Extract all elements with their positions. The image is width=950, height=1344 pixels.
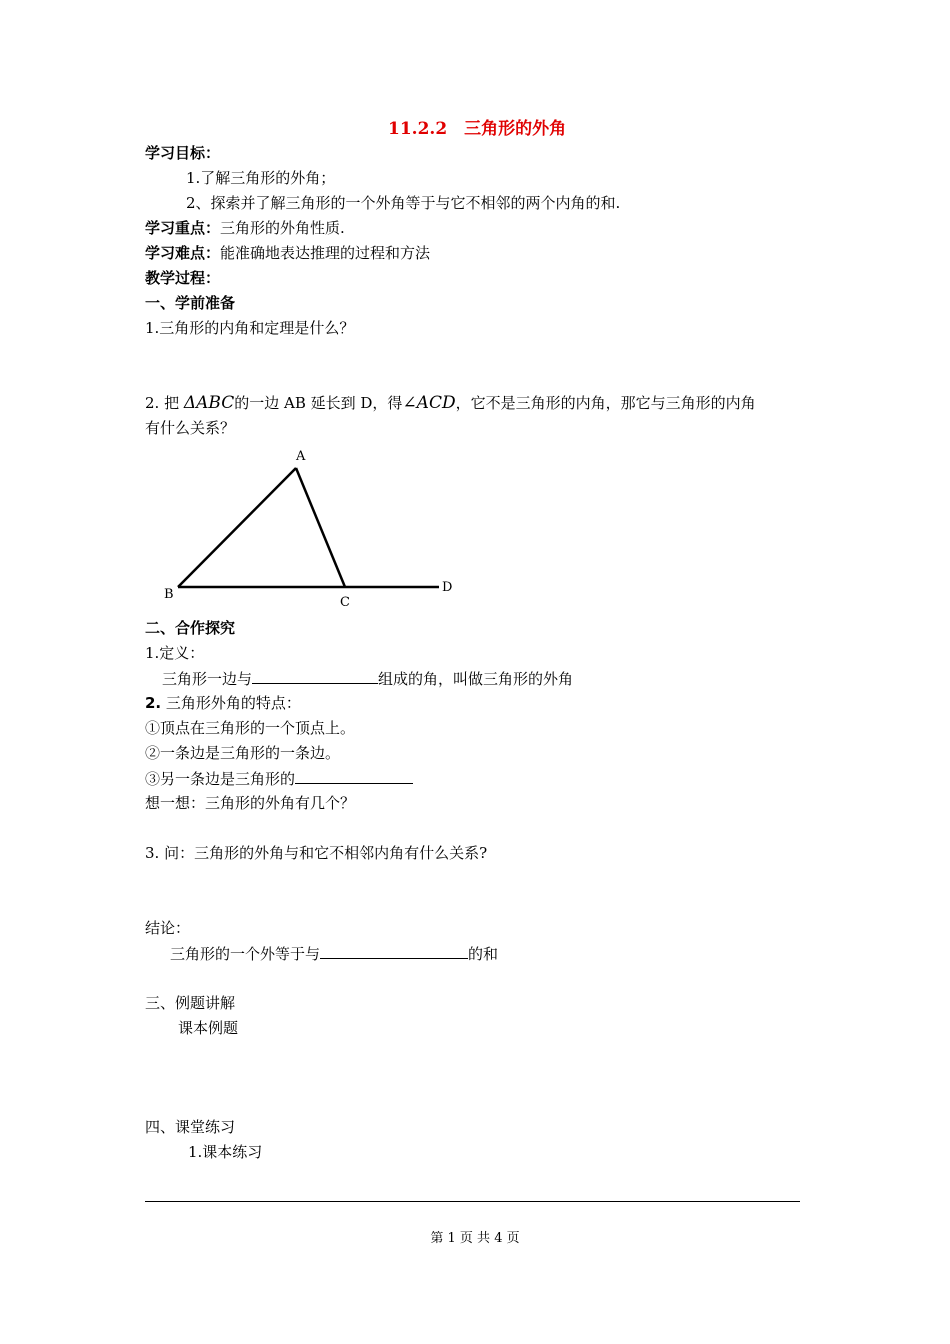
section1-q1: 1.三角形的内角和定理是什么？: [145, 319, 355, 337]
side-ac: [296, 468, 345, 587]
objective-item-2: 2、探索并了解三角形的一个外角等于与它不相邻的两个内角的和.: [186, 194, 621, 212]
section4-item: 1.课本练习: [188, 1143, 263, 1161]
objective-item-1: 1.了解三角形的外角；: [186, 169, 336, 187]
label-c: C: [340, 595, 350, 610]
section3-item: 课本例题: [178, 1019, 239, 1037]
page-number: 第 1 页 共 4 页: [430, 1231, 520, 1246]
feature-2: ②一条边是三角形的一条边。: [145, 744, 341, 762]
q2-math-angle: ∠ACD: [402, 393, 456, 413]
q2-prefix: 2. 把: [145, 394, 180, 412]
page-title: 11.2.2 三角形的外角: [388, 119, 567, 139]
conclusion-prefix: 三角形的一个外等于与: [170, 945, 321, 963]
definition-label: 1.定义：: [145, 644, 205, 662]
features-heading: [145, 693, 301, 713]
section4-heading: 四、课堂练习: [145, 1118, 236, 1136]
label-a: A: [296, 449, 306, 464]
feature-3: ③另一条边是三角形的: [145, 770, 296, 788]
section3-heading: 三、例题讲解: [145, 994, 236, 1012]
conclusion-line: [170, 943, 498, 964]
think-question: 想一想：三角形的外角有几个？: [145, 794, 356, 812]
triangle-figure: [140, 440, 480, 612]
conclusion-suffix: 的和: [468, 945, 499, 963]
feature-1: ①顶点在三角形的一个顶点上。: [145, 719, 356, 737]
difficulty-line: [145, 243, 430, 263]
features-text: 三角形外角的特点：: [165, 694, 301, 712]
section1-q2: [145, 393, 756, 413]
section1-heading: 一、学前准备: [145, 294, 236, 312]
side-ab: [178, 468, 296, 587]
key-point-line: [145, 218, 345, 238]
q2-math-triangle: ΔABC: [183, 393, 235, 413]
key-point-text: 三角形的外角性质.: [220, 219, 345, 237]
question-3: 3. 问：三角形的外角与和它不相邻内角有什么关系?: [145, 844, 488, 862]
label-b: B: [164, 587, 174, 602]
q2-mid: 的一边 AB 延长到 D，得: [234, 394, 403, 412]
feature-3-line: [145, 768, 413, 789]
footer-divider: [145, 1201, 800, 1202]
definition-blank: [252, 668, 378, 684]
section2-heading: 二、合作探究: [145, 619, 236, 637]
feature-3-blank: [295, 768, 413, 784]
definition-suffix: 组成的角，叫做三角形的外角: [378, 670, 574, 688]
conclusion-label: 结论：: [145, 919, 191, 937]
q2-suffix: ，它不是三角形的内角，那它与三角形的内角: [455, 394, 756, 412]
definition-prefix: 三角形一边与: [162, 670, 253, 688]
difficulty-label: 学习难点：: [145, 244, 221, 262]
conclusion-blank: [320, 943, 468, 959]
process-heading: 教学过程：: [145, 269, 221, 287]
definition-line: [162, 668, 573, 689]
key-point-label: 学习重点：: [145, 219, 221, 237]
features-number: 2.: [145, 694, 162, 712]
objectives-heading: 学习目标：: [145, 144, 221, 162]
difficulty-text: 能准确地表达推理的过程和方法: [220, 244, 431, 262]
section1-q2-line2: 有什么关系？: [145, 419, 236, 437]
label-d: D: [442, 580, 453, 595]
